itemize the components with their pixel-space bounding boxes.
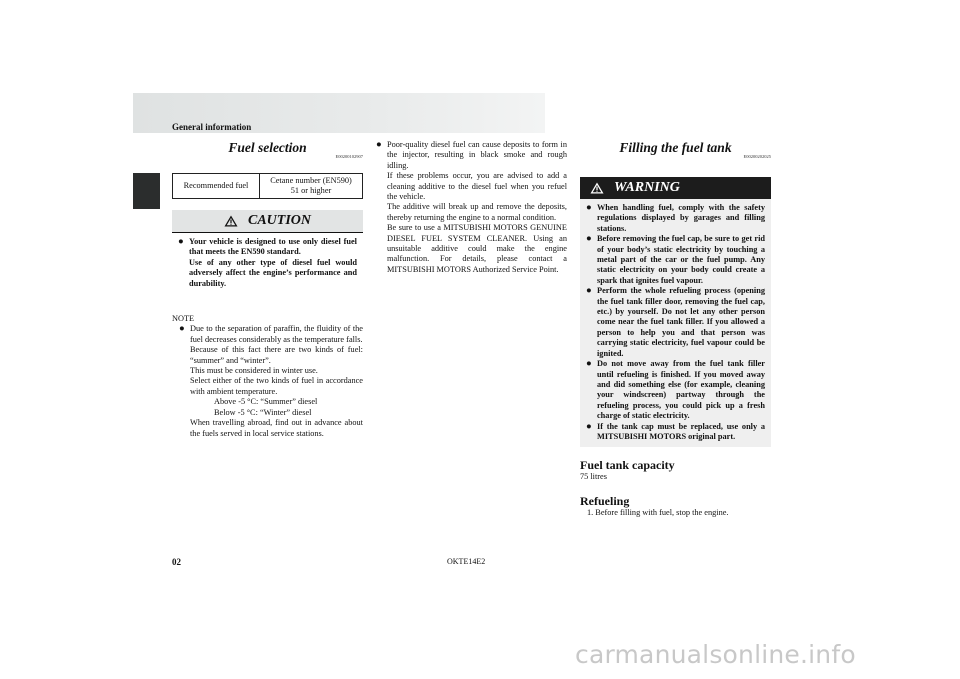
caution-text-1: Your vehicle is designed to use only diesel fuel that meets the EN590 standard. [189, 237, 357, 257]
fuel-selection-code: E00200102907 [335, 154, 363, 159]
list-item [586, 422, 765, 443]
capacity-heading: Fuel tank capacity [580, 458, 675, 473]
warning-title: WARNING [614, 179, 680, 195]
table-row [173, 174, 363, 199]
column-filling-tank [580, 140, 771, 518]
cetane-label: Cetane number (EN590) [270, 176, 352, 185]
cetane-value: 51 or higher [290, 186, 332, 195]
temp-summer: Above -5 °C: “Summer” diesel [214, 397, 318, 407]
bullet-icon: ● [586, 203, 592, 213]
watermark: carmanualsonline.info [575, 640, 856, 669]
note-paragraph: Due to the separation of paraffin, the fluidity of the fuel decreases considerably as the temperature falls. [190, 324, 363, 344]
temp-winter: Below -5 °C: “Winter” diesel [214, 407, 312, 417]
filling-code: E00200202025 [743, 154, 771, 159]
warning-text: Before removing the fuel cap, be sure to get rid of your body’s static electricity by touching a metal part of the car or the fuel pump. Any static electricity on your body could create a spark that ignites fuel vapour. [597, 234, 765, 285]
bullet-icon: ● [586, 234, 592, 245]
warning-triangle-icon [590, 182, 604, 194]
poor-quality-paragraph: Be sure to use a MITSUBISHI MOTORS GENUINE DIESEL FUEL SYSTEM CLEANER. Using an unsuitable additive could make the engine malfunction. For details, please contact a MITSUBISHI MOTORS Authorized Service Point. [387, 223, 567, 274]
list-item [586, 203, 765, 234]
chapter-tab-marker [133, 173, 160, 209]
note-body [172, 324, 363, 438]
list-item [586, 286, 765, 359]
note-label: NOTE [172, 314, 195, 324]
document-code: OKTE14E2 [447, 557, 486, 566]
bullet-icon: ● [178, 237, 184, 247]
list-item [586, 234, 765, 286]
caution-header [172, 210, 363, 233]
table-cell-cetane [260, 174, 363, 199]
poor-quality-paragraph: If these problems occur, you are advised to add a cleaning additive to the diesel fuel when you refuel the vehicle. [387, 171, 567, 202]
note-paragraph: Because of this fact there are two kinds of fuel: “summer” and “winter”. [190, 345, 363, 365]
section-label: General information [172, 122, 252, 132]
warning-body [580, 199, 771, 447]
caution-box [172, 210, 363, 294]
caution-body [172, 233, 363, 294]
note-paragraph: This must be considered in winter use. [190, 366, 318, 376]
column-poor-quality-fuel [376, 140, 567, 275]
caution-title: CAUTION [247, 212, 311, 228]
note-closing: When travelling abroad, find out in advance about the fuels served in local service stations. [190, 418, 363, 438]
caution-triangle-icon [224, 215, 238, 227]
warning-text: Perform the whole refueling process (opening the fuel tank filler door, removing the fuel cap, etc.) by yourself. Do not let any other person come near the fuel tank filler. If you allowed a person to help you and that person was carrying static electricity, fuel vapour could be ignited. [597, 286, 765, 358]
list-item [586, 359, 765, 421]
fuel-spec-table [172, 173, 363, 199]
fuel-selection-heading: Fuel selection [228, 140, 307, 155]
refueling-heading: Refueling [580, 493, 630, 508]
warning-header [580, 177, 771, 199]
refueling-step: 1. Before filling with fuel, stop the engine. [587, 507, 729, 517]
bullet-icon: ● [586, 286, 592, 297]
page-number: 02 [172, 557, 181, 567]
capacity-value: 75 litres [580, 472, 607, 482]
warning-text: When handling fuel, comply with the safety regulations displayed by garages and filling stations. [597, 203, 765, 233]
warning-text: Do not move away from the fuel tank filler until refueling is finished. If you moved away and did something else (for example, cleaning your windscreen) partway through the refueling process, you could pick up a fresh charge of static electricity. [597, 359, 765, 421]
warning-box [580, 177, 771, 447]
bullet-icon: ● [376, 140, 382, 150]
caution-text-2: Use of any other type of diesel fuel would adversely affect the engine’s performance and durability. [189, 257, 357, 288]
bullet-icon: ● [586, 421, 592, 432]
note-paragraph: Select either of the two kinds of fuel in accordance with ambient temperature. [190, 376, 363, 396]
bullet-icon: ● [179, 324, 185, 335]
bullet-icon: ● [586, 359, 592, 370]
table-cell-recommended-fuel: Recommended fuel [173, 174, 260, 199]
poor-quality-paragraph: Poor-quality diesel fuel can cause deposits to form in the injector, resulting in black smoke and rough idling. [387, 140, 567, 170]
list-item [179, 324, 363, 438]
filling-heading: Filling the fuel tank [619, 140, 732, 155]
warning-text: If the tank cap must be replaced, use only a MITSUBISHI MOTORS original part. [597, 421, 765, 441]
column-fuel-selection [172, 140, 363, 439]
list-item [376, 140, 567, 275]
list-item [178, 237, 357, 289]
poor-quality-paragraph: The additive will break up and remove the deposits, thereby returning the engine to a normal condition. [387, 202, 567, 222]
